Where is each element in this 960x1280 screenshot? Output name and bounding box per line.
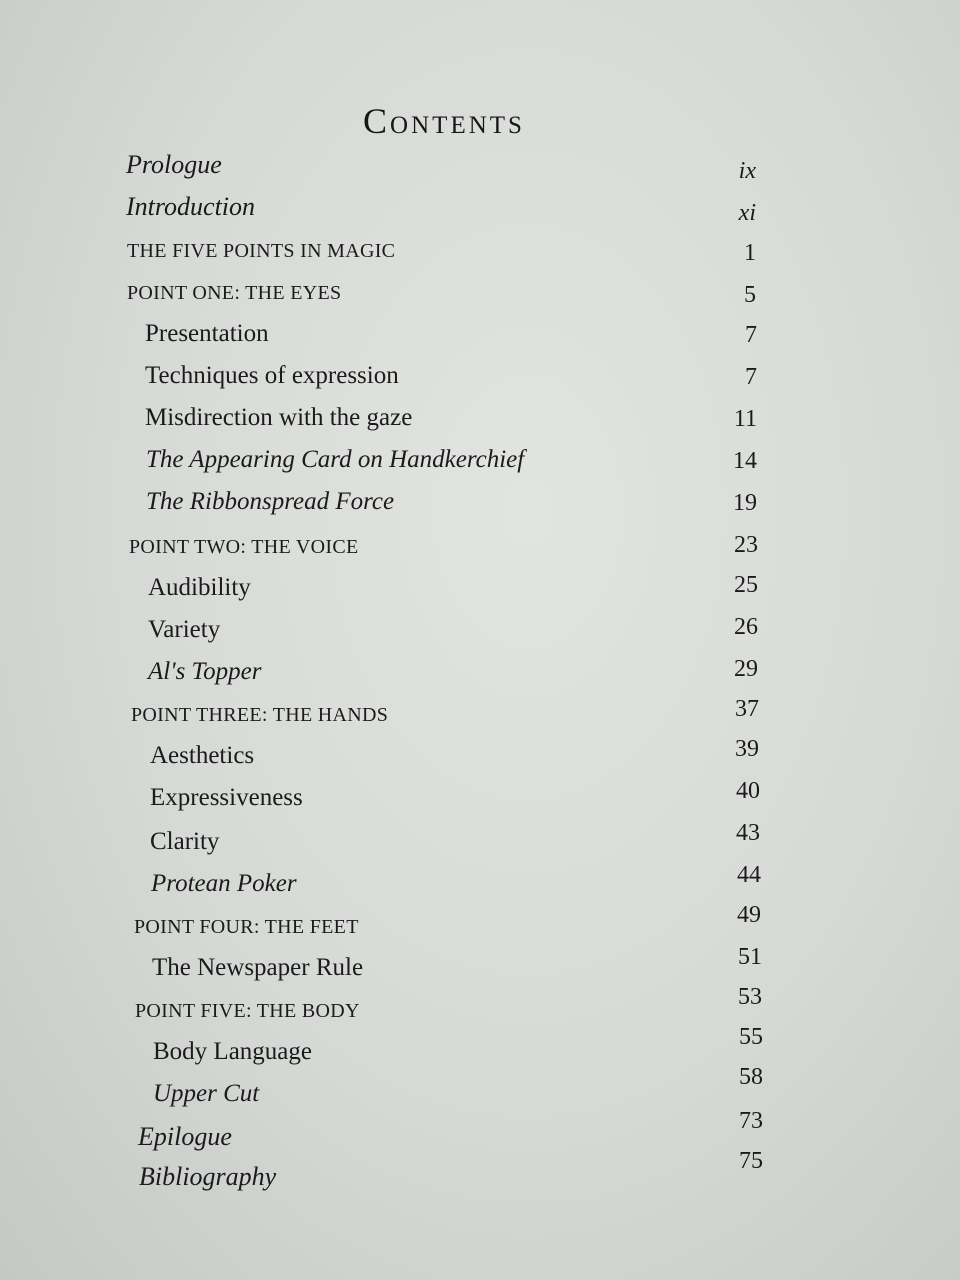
toc-entry bbox=[0, 488, 960, 528]
toc-entry-page: 19 bbox=[733, 490, 757, 516]
toc-entry bbox=[0, 278, 960, 318]
toc-entry-label: POINT FIVE: THE BODY bbox=[135, 1000, 360, 1022]
toc-entry bbox=[0, 1148, 960, 1202]
toc-entry bbox=[0, 446, 960, 486]
toc-entry-page: 1 bbox=[744, 240, 756, 266]
toc-entry-page: 7 bbox=[745, 322, 757, 348]
toc-entry-label: The Newspaper Rule bbox=[152, 954, 364, 981]
toc-entry bbox=[0, 236, 960, 276]
toc-entry bbox=[0, 820, 960, 868]
toc-entry bbox=[0, 532, 960, 572]
toc-entry-label: Bibliography bbox=[139, 1162, 277, 1191]
toc-entry bbox=[0, 736, 960, 782]
toc-entry-page: 73 bbox=[739, 1108, 763, 1134]
toc-entry-label: Misdirection with the gaze bbox=[145, 404, 413, 431]
toc-entry-label: Introduction bbox=[126, 192, 256, 221]
toc-entry-page: 26 bbox=[734, 614, 758, 640]
toc-entry-label: Clarity bbox=[150, 828, 220, 855]
toc-entry-label: The Appearing Card on Handkerchief bbox=[146, 446, 525, 473]
toc-entry-page: 7 bbox=[745, 364, 757, 390]
toc-entry-page: 14 bbox=[733, 448, 757, 474]
toc-entry bbox=[0, 320, 960, 360]
toc-entry bbox=[0, 1108, 960, 1162]
toc-entry bbox=[0, 902, 960, 952]
toc-entry-page: xi bbox=[738, 200, 756, 226]
toc-entry bbox=[0, 616, 960, 656]
toc-entry-page: 39 bbox=[735, 736, 759, 762]
toc-entry-label: Al's Topper bbox=[148, 658, 262, 685]
toc-entry-label: Upper Cut bbox=[153, 1080, 260, 1107]
toc-entry bbox=[0, 696, 960, 740]
toc-entry-label: THE FIVE POINTS IN MAGIC bbox=[127, 240, 396, 262]
toc-entry-label: The Ribbonspread Force bbox=[146, 488, 395, 515]
toc-entry-label: Epilogue bbox=[138, 1122, 232, 1151]
toc-entry bbox=[0, 984, 960, 1036]
toc-entry-label: Prologue bbox=[126, 150, 222, 179]
toc-entry bbox=[0, 192, 960, 232]
toc-entry-page: 44 bbox=[737, 862, 761, 888]
toc-entry bbox=[0, 778, 960, 824]
toc-entry-page: 58 bbox=[739, 1064, 763, 1090]
toc-entry-page: 37 bbox=[735, 696, 759, 722]
page-title: Contents bbox=[363, 101, 525, 141]
toc-entry bbox=[0, 1024, 960, 1078]
toc-entry bbox=[0, 362, 960, 402]
toc-entry-page: ix bbox=[738, 158, 756, 184]
toc-entry-page: 29 bbox=[734, 656, 758, 682]
toc-entry-page: 55 bbox=[739, 1024, 763, 1050]
toc-entry-label: Expressiveness bbox=[150, 784, 303, 811]
toc-entry-label: POINT FOUR: THE FEET bbox=[134, 916, 359, 938]
toc-entry-label: Body Language bbox=[153, 1038, 312, 1065]
toc-entry-label: POINT ONE: THE EYES bbox=[127, 282, 342, 304]
toc-entry-page: 5 bbox=[744, 282, 756, 308]
toc-entry-page: 11 bbox=[733, 406, 757, 432]
toc-entry bbox=[0, 658, 960, 698]
toc-entry-label: Variety bbox=[148, 616, 221, 643]
toc-entry-label: Presentation bbox=[145, 320, 269, 347]
toc-entry bbox=[0, 404, 960, 444]
toc-entry-page: 51 bbox=[738, 944, 762, 970]
toc-entry-label: POINT THREE: THE HANDS bbox=[131, 704, 389, 726]
toc-entry-page: 75 bbox=[739, 1148, 763, 1174]
toc-entry bbox=[0, 944, 960, 994]
toc-entry-page: 49 bbox=[737, 902, 761, 928]
toc-entry bbox=[0, 150, 960, 190]
toc-entry-label: Protean Poker bbox=[151, 870, 297, 897]
toc-entry bbox=[0, 574, 960, 614]
toc-entry-page: 53 bbox=[738, 984, 762, 1010]
toc-entry-page: 25 bbox=[734, 572, 758, 598]
toc-entry bbox=[0, 862, 960, 910]
toc-entry-label: POINT TWO: THE VOICE bbox=[129, 536, 359, 558]
toc-entry bbox=[0, 1064, 960, 1120]
toc-entry-page: 43 bbox=[736, 820, 760, 846]
toc-entry-page: 23 bbox=[734, 532, 758, 558]
toc-entry-label: Techniques of expression bbox=[145, 362, 399, 389]
toc-entry-page: 40 bbox=[736, 778, 760, 804]
toc-entry-label: Aesthetics bbox=[150, 742, 255, 769]
toc-entry-label: Audibility bbox=[148, 574, 251, 601]
